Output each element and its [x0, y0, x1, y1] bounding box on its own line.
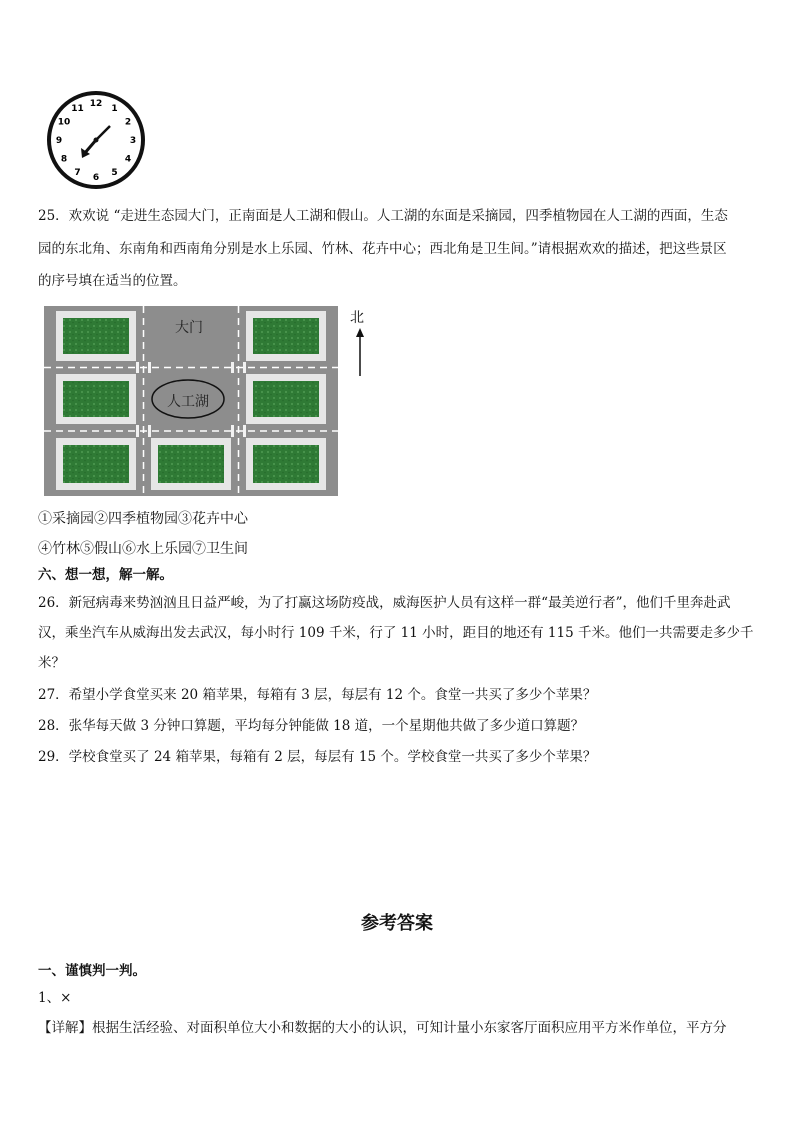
answer-item-1: 1、×: [38, 990, 72, 1006]
clock-numeral-9: 9: [55, 136, 63, 147]
answer-section-1: 一、谨慎判一判。: [38, 963, 146, 979]
clock-numeral-1: 1: [111, 104, 118, 115]
clock-numeral-7: 7: [74, 168, 81, 179]
clock-numeral-4: 4: [124, 154, 132, 165]
gate-label: 大门: [175, 320, 203, 336]
lake-label: 人工湖: [167, 394, 209, 410]
north-label: 北: [350, 310, 364, 326]
section-6-heading: 六、想一想，解一解。: [38, 567, 173, 583]
clock-numeral-11: 11: [71, 104, 84, 115]
grass-sw: [63, 445, 129, 483]
clock-numeral-10: 10: [57, 117, 71, 128]
clock-numeral-3: 3: [129, 136, 137, 147]
clock-figure: [44, 90, 150, 190]
grass-ne: [253, 318, 319, 354]
grass-s: [158, 445, 224, 483]
legend-line-2: ④竹林⑤假山⑥水上乐园⑦卫生间: [38, 541, 248, 557]
clock-numeral-8: 8: [60, 154, 68, 165]
clock-numeral-5: 5: [111, 168, 118, 179]
grass-e: [253, 381, 319, 417]
grass-w: [63, 381, 129, 417]
answer-detail: 【详解】根据生活经验、对面积单位大小和数据的大小的认识，可知计量小东家客厅面积应用平方米作单位，平方分: [38, 1020, 727, 1036]
clock-numeral-12: 12: [89, 99, 103, 110]
clock-numeral-2: 2: [124, 117, 132, 128]
grass-se: [253, 445, 319, 483]
answer-title: 参考答案: [361, 913, 433, 934]
q26-line-1: 26．新冠病毒来势汹汹且日益严峻，为了打赢这场防疫战，威海医护人员有这样一群“最美逆行者”，他们千里奔赴武: [38, 595, 731, 611]
q26-line-2: 汉，乘坐汽车从威海出发去武汉，每小时行 109 千米，行了 11 小时，距目的地还有 115 千米。他们一共需要走多少千: [38, 625, 754, 641]
grass-nw: [63, 318, 129, 354]
q25-line-3: 的序号填在适当的位置。: [38, 273, 187, 289]
clock-center: [94, 138, 99, 143]
clock-numeral-6: 6: [92, 173, 100, 184]
q28-text: 28．张华每天做 3 分钟口算题，平均每分钟能做 18 道，一个星期他共做了多少道口算题？: [38, 718, 585, 734]
q29-text: 29．学校食堂买了 24 箱苹果，每箱有 2 层，每层有 15 个。学校食堂一共买了多少个苹果？: [38, 749, 597, 765]
q26-line-3: 米？: [38, 655, 65, 671]
north-arrow-icon: [353, 328, 367, 378]
q25-line-2: 园的东北角、东南角和西南角分别是水上乐园、竹林、花卉中心；西北角是卫生间。”请根据欢欢的描述，把这些景区: [38, 241, 727, 257]
q27-text: 27．希望小学食堂买来 20 箱苹果，每箱有 3 层，每层有 12 个。食堂一共买了多少个苹果？: [38, 687, 597, 703]
legend-line-1: ①采摘园②四季植物园③花卉中心: [38, 511, 248, 527]
q25-line-1: 25．欢欢说 “走进生态园大门，正南面是人工湖和假山。人工湖的东面是采摘园，四季植物园在人工湖的西面，生态: [38, 208, 728, 224]
